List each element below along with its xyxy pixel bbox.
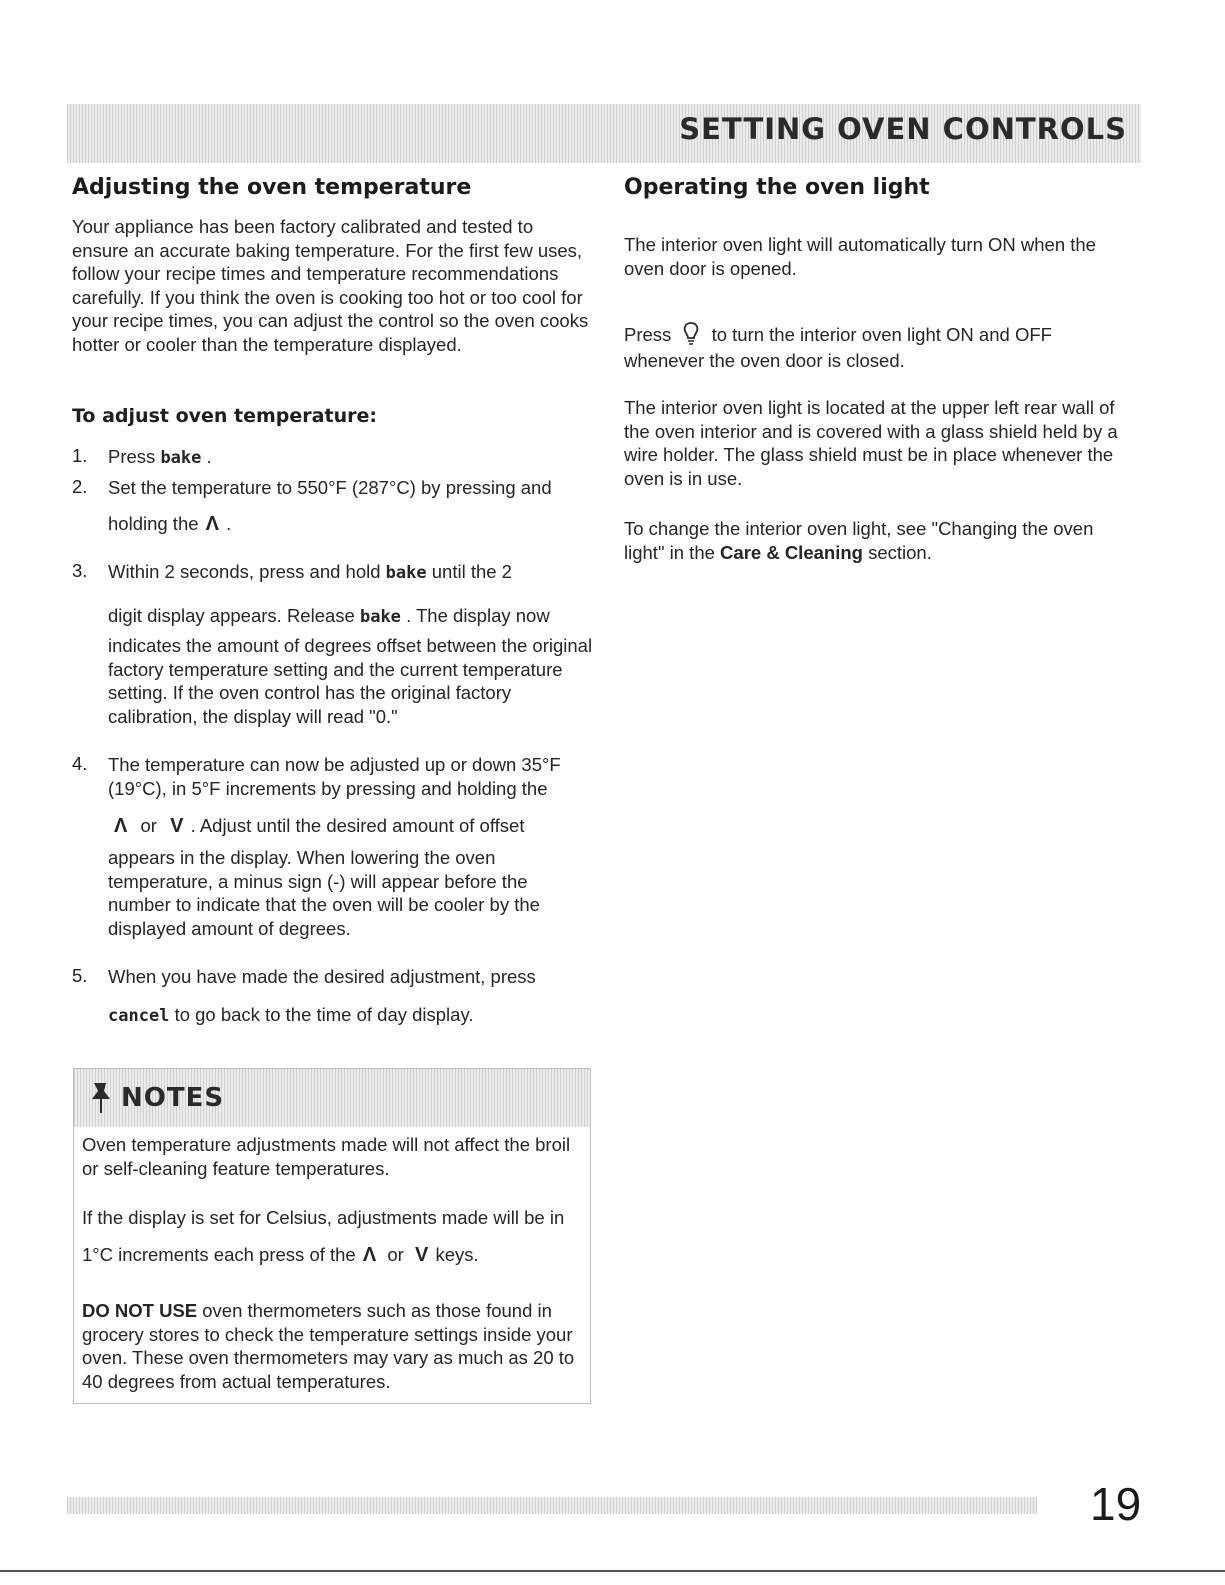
down-arrow-icon: V: [414, 1244, 429, 1266]
step-3-rest: indicates the amount of degrees offset between the original factory temperature setting and the current temperature setting. If the oven control has the original factory calibration, the display will read "0.": [108, 635, 593, 727]
step-4-arrows-line: [112, 814, 524, 839]
step-2-line1: Set the temperature to 550°F (287°C) by pressing and: [108, 477, 552, 498]
bake-key-label: bake: [385, 563, 427, 583]
step-3-line1: [108, 560, 512, 586]
step-1-number: 1.: [72, 445, 88, 466]
step-3-pre: Within 2 seconds, press and hold: [108, 561, 381, 582]
notes-p2-or: or: [387, 1244, 404, 1265]
step-5-line2: [108, 1003, 473, 1029]
up-arrow-icon: Λ: [114, 815, 128, 837]
step-1-pre: Press: [108, 446, 156, 467]
step-1-post: .: [206, 446, 212, 467]
step-5-line1: When you have made the desired adjustment, press: [108, 966, 536, 987]
up-arrow-icon: Λ: [205, 513, 220, 535]
left-intro: Your appliance has been factory calibrated and tested to ensure an accurate baking temperature. For the first few uses, follow your recipe times and temperature recommendations carefully. If you think the oven is cooking too hot or too cool for your recipe times, you can adjust the control so the oven cooks hotter or cooler than the temperature displayed.: [72, 216, 589, 355]
notes-box: [73, 1068, 591, 1404]
down-arrow-icon: V: [170, 815, 184, 837]
header-band: [67, 104, 1141, 163]
step-3-cont-pre: digit display appears. Release: [108, 605, 355, 626]
page-number: 19: [1090, 1478, 1142, 1530]
notes-p2-post: keys.: [435, 1244, 479, 1265]
right-heading: Operating the oven light: [624, 175, 930, 200]
right-p2-line1: [624, 320, 1052, 347]
right-p1: The interior oven light will automatically turn ON when the oven door is opened.: [624, 234, 1096, 279]
notes-p3: [82, 1299, 582, 1393]
right-p4: [624, 517, 1134, 564]
notes-p1: Oven temperature adjustments made will not affect the broil or self-cleaning feature temperatures.: [82, 1134, 571, 1179]
step-4-rest: appears in the display. When lowering the oven temperature, a minus sign (-) will appear before the number to indicate that the oven will be cooler by the displayed amount of degrees.: [108, 847, 540, 939]
step-4-number: 4.: [72, 753, 88, 774]
adjust-subheading: To adjust oven temperature:: [72, 405, 377, 427]
step-3-line2: [108, 604, 550, 630]
care-cleaning-ref: Care & Cleaning: [720, 541, 863, 563]
section-title: SETTING OVEN CONTROLS: [679, 112, 1127, 146]
step-2-line2: [108, 512, 231, 537]
notes-warning: DO NOT USE: [82, 1300, 198, 1321]
cancel-key-label: cancel: [108, 1006, 170, 1026]
bake-key-label: bake: [359, 607, 401, 627]
step-2-pre: holding the: [108, 513, 199, 534]
bake-key-label: bake: [160, 448, 202, 468]
footer-band: [67, 1497, 1037, 1514]
notes-p3-text: oven thermometers such as those found in grocery stores to check the temperature settings inside your oven. These oven thermometers may vary as much as 20 to 40 degrees from actual temperatures.: [82, 1300, 575, 1392]
step-1: [108, 445, 212, 471]
step-4-text: The temperature can now be adjusted up or down 35°F (19°C), in 5°F increments by pressing and holding the: [108, 754, 561, 799]
right-p3: The interior oven light is located at the upper left rear wall of the oven interior and is covered with a glass shield held by a wire holder. The glass shield must be in place whenever the oven is in use.: [624, 397, 1118, 489]
step-5-post: to go back to the time of day display.: [174, 1004, 474, 1025]
right-p4-post: section.: [868, 541, 932, 563]
step-4-post: . Adjust until the desired amount of offset: [190, 815, 525, 836]
step-3-cont-post: . The display now: [406, 605, 550, 626]
step-2-number: 2.: [72, 476, 88, 497]
notes-header: [74, 1069, 590, 1127]
step-3-post: until the 2: [431, 561, 512, 582]
step-2-post: .: [226, 513, 232, 534]
step-4-or: or: [140, 815, 157, 836]
notes-p2-line2: [82, 1243, 479, 1268]
bottom-rule: [0, 1570, 1225, 1572]
right-p2-line2: whenever the oven door is closed.: [624, 350, 905, 371]
notes-title: NOTES: [121, 1083, 225, 1113]
left-heading: Adjusting the oven temperature: [72, 175, 472, 200]
notes-p2-line1: If the display is set for Celsius, adjustments made will be in: [82, 1207, 565, 1228]
up-arrow-icon: Λ: [362, 1244, 377, 1266]
pushpin-icon: [88, 1081, 114, 1115]
right-p2-pre: Press: [624, 324, 672, 345]
step-3-number: 3.: [72, 560, 88, 581]
notes-p2-pre: 1°C increments each press of the: [82, 1244, 356, 1265]
right-p2-post: to turn the interior oven light ON and OFF: [711, 324, 1052, 345]
light-bulb-icon: [680, 320, 702, 346]
right-p4-pre: To change the interior oven light, see "Changing the oven light" in the: [624, 518, 1094, 563]
step-5-number: 5.: [72, 965, 88, 986]
